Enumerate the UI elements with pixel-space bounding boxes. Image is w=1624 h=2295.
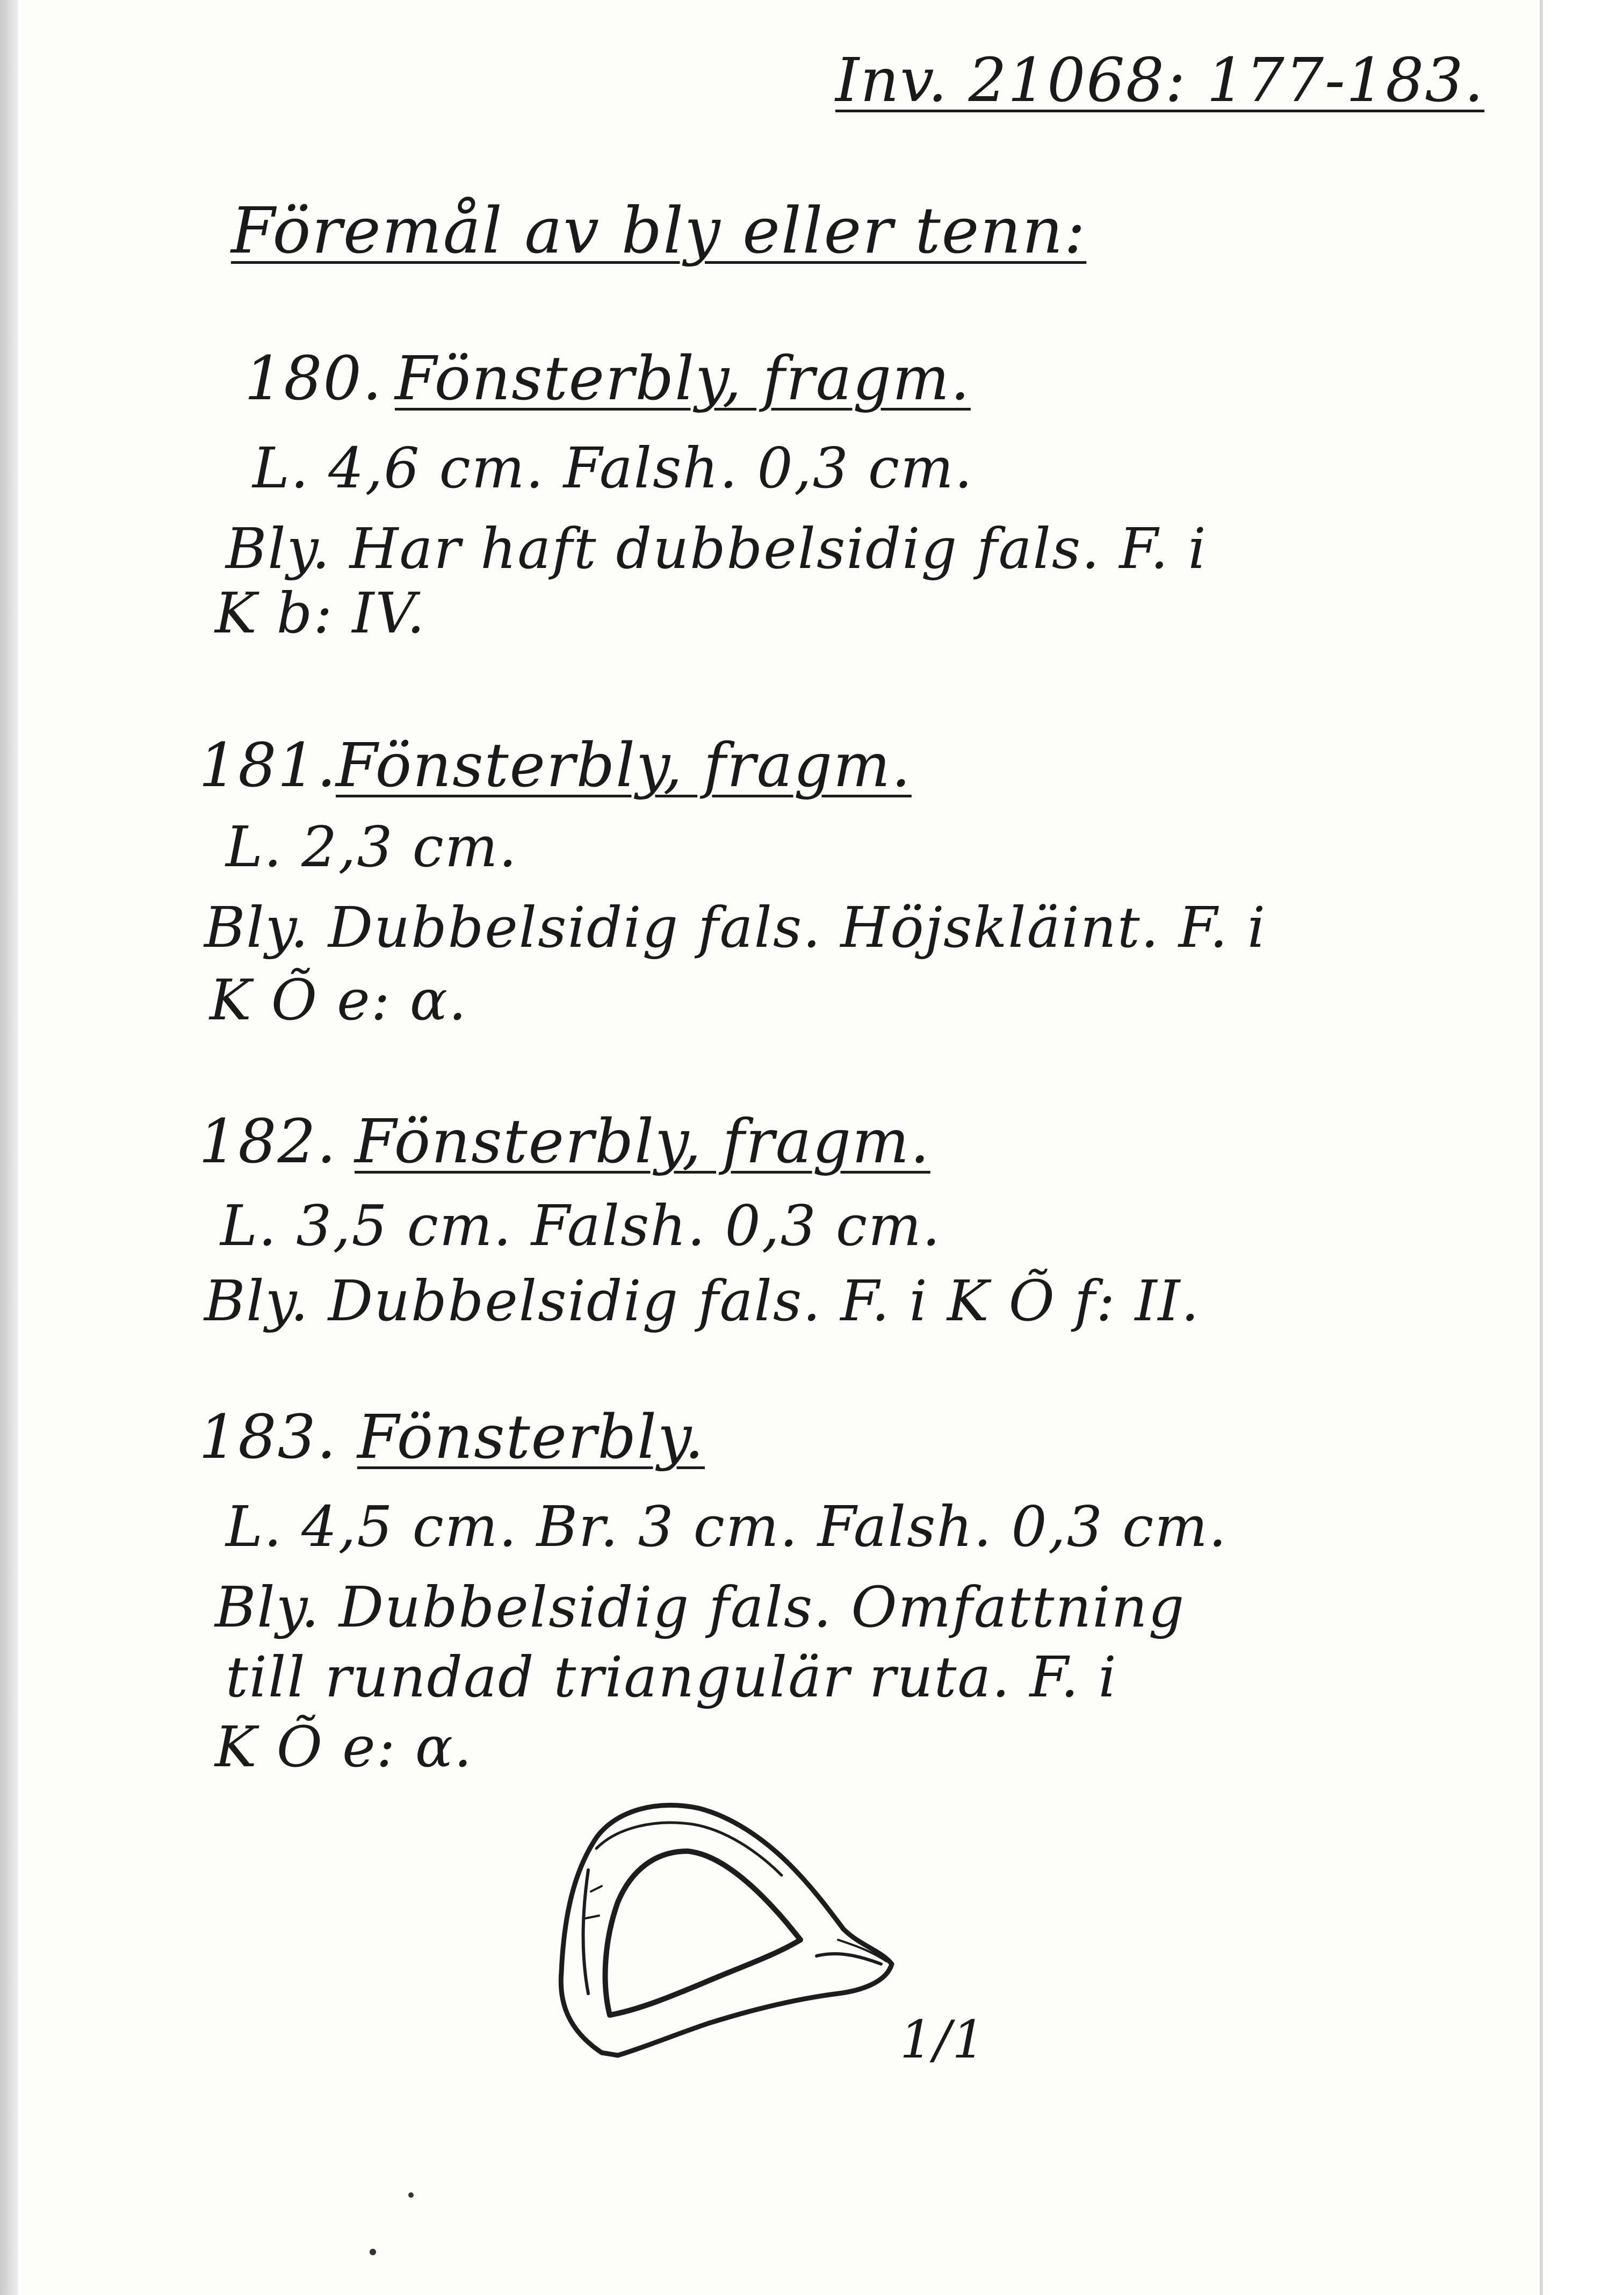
entry-description: Bly. Dubbelsidig fals. Höjskläint. F. i [204, 895, 1267, 960]
entry-measure: L. 2,3 cm. [226, 814, 518, 880]
page-edge-line [1540, 0, 1543, 2295]
sketch-drawing [537, 1779, 945, 2080]
entry-description-cont: till rundad triangulär ruta. F. i [226, 1644, 1117, 1710]
entry-title: Fönsterbly. [357, 1402, 705, 1472]
ink-speck [408, 2192, 414, 2198]
ink-speck [370, 2249, 376, 2255]
entry-title: Fönsterbly, fragm. [355, 1107, 930, 1177]
inventory-number: Inv. 21068: 177-183. [835, 46, 1485, 116]
entry-number: 182. [199, 1107, 337, 1177]
entry-title: Fönsterbly, fragm. [336, 731, 912, 801]
entry-measure: L. 3,5 cm. Falsh. 0,3 cm. [220, 1193, 941, 1258]
section-title: Föremål av bly eller tenn: [231, 193, 1087, 268]
entry-title: Fönsterbly, fragm. [395, 344, 971, 414]
entry-description: Bly. Dubbelsidig fals. F. i K Õ f: II. [204, 1268, 1200, 1334]
entry-find-location: K Õ e: α. [215, 1714, 473, 1780]
page-margin [1548, 0, 1624, 2295]
lead-frame-sketch [537, 1779, 945, 2080]
entry-number: 180. [244, 344, 383, 414]
entry-measure: L. 4,5 cm. Br. 3 cm. Falsh. 0,3 cm. [226, 1494, 1228, 1559]
entry-description: Bly. Dubbelsidig fals. Omfattning [215, 1574, 1186, 1640]
entry-measure: L. 4,6 cm. Falsh. 0,3 cm. [252, 435, 973, 501]
entry-number: 181. [199, 731, 337, 801]
page-binding-shadow [0, 0, 18, 2295]
entry-description: Bly. Har haft dubbelsidig fals. F. i [226, 516, 1207, 581]
entry-find-location: K Õ e: α. [210, 967, 468, 1033]
entry-number: 183. [199, 1402, 337, 1472]
sketch-scale-label: 1/1 [900, 2010, 986, 2070]
entry-find-location: K b: IV. [215, 580, 426, 646]
